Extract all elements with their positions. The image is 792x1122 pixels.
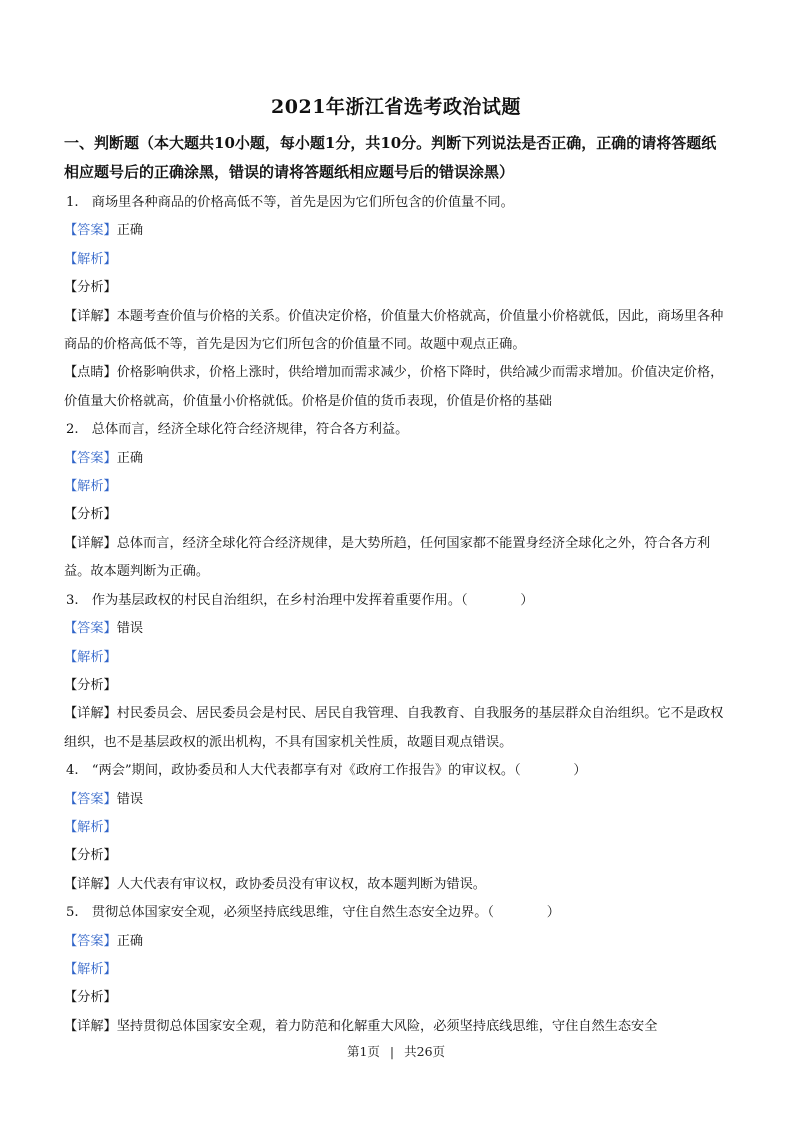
answer-value: 正确 <box>116 450 144 466</box>
detail-paragraph <box>64 530 728 587</box>
question-stem: 5. 贯彻总体国家安全观，必须坚持底线思维，守住自然生态安全边界。（ ） <box>66 905 560 921</box>
analysis-label: 【解析】 <box>64 961 117 977</box>
detail-label: 【详解】 <box>64 535 117 551</box>
document-title: 2021年浙江省选考政治试题 <box>271 96 521 118</box>
answer-label: 【答案】 <box>64 223 117 239</box>
page-footer <box>0 1042 792 1060</box>
detail-text: 坚持贯彻总体国家安全观，着力防范和化解重大风险，必须坚持底线思维，守住自然生态安全 <box>116 1018 658 1034</box>
detail-paragraph <box>64 303 728 360</box>
section-heading: 一、判断题（本大题共10小题，每小题1分，共10分。判断下列说法是否正确，正确的请将答题纸相应题号后的正确涂黑，错误的请将答题纸相应题号后的错误涂黑） <box>64 134 717 181</box>
answer-value: 错误 <box>116 621 144 637</box>
question-block <box>64 757 728 899</box>
answer-label: 【答案】 <box>64 933 117 949</box>
analysis-label: 【解析】 <box>64 649 117 665</box>
answer-line <box>64 928 728 956</box>
question-block <box>64 416 728 586</box>
answer-line <box>64 445 728 473</box>
analysis-label: 【解析】 <box>64 479 117 495</box>
answer-label: 【答案】 <box>64 791 117 807</box>
answer-label: 【答案】 <box>64 621 117 637</box>
dianjing-text: 价格影响供求，价格上涨时，供给增加而需求减少，价格下降时，供给减少而需求增加。价值决定价格，价值量大价格就高，价值量小价格就低。价格是价值的货币表现，价值是价格的基础 <box>64 365 724 409</box>
fenxi-label: 【分析】 <box>64 848 117 864</box>
answer-value: 错误 <box>116 791 144 807</box>
document-page <box>64 88 728 1041</box>
detail-label: 【详解】 <box>64 308 117 324</box>
detail-text: 本题考查价值与价格的关系。价值决定价格，价值量大价格就高，价值量小价格就低，因此，商场里各种商品的价格高低不等，首先是因为它们所包含的价值量不同。故题中观点正确。 <box>64 308 724 353</box>
fenxi-label: 【分析】 <box>64 990 117 1006</box>
analysis-label: 【解析】 <box>64 251 117 267</box>
answer-line <box>64 615 728 643</box>
analysis-label: 【解析】 <box>64 819 117 835</box>
fenxi-label: 【分析】 <box>64 507 117 523</box>
answer-value: 正确 <box>116 933 144 949</box>
dianjing-paragraph <box>64 359 728 416</box>
detail-text: 村民委员会、居民委员会是村民、居民自我管理、自我教育、自我服务的基层群众自治组织。它不是政权组织，也不是基层政权的派出机构，不具有国家机关性质，故题目观点错误。 <box>64 706 724 750</box>
detail-label: 【详解】 <box>64 1018 117 1034</box>
footer-divider: | <box>389 1044 395 1059</box>
page-number: 第1页 <box>346 1044 380 1059</box>
question-stem: 2. 总体而言，经济全球化符合经济规律，符合各方利益。 <box>66 422 409 438</box>
detail-text: 人大代表有审议权，政协委员没有审议权，故本题判断为错误。 <box>116 876 486 892</box>
fenxi-label: 【分析】 <box>64 280 117 296</box>
answer-label: 【答案】 <box>64 450 117 466</box>
page-total: 共26页 <box>404 1044 446 1059</box>
question-stem: 3. 作为基层政权的村民自治组织，在乡村治理中发挥着重要作用。（ ） <box>66 592 534 608</box>
fenxi-label: 【分析】 <box>64 677 117 693</box>
dianjing-label: 【点睛】 <box>64 365 117 381</box>
question-block <box>64 899 728 1041</box>
question-block <box>64 587 728 757</box>
detail-paragraph <box>64 700 728 757</box>
answer-value: 正确 <box>116 223 144 239</box>
question-stem: 1. 商场里各种商品的价格高低不等，首先是因为它们所包含的价值量不同。 <box>66 195 514 210</box>
question-block <box>64 189 728 416</box>
detail-label: 【详解】 <box>64 876 117 892</box>
answer-line <box>64 217 728 245</box>
detail-paragraph <box>64 1013 728 1041</box>
detail-paragraph <box>64 871 728 899</box>
question-stem: 4. “两会”期间，政协委员和人大代表都享有对《政府工作报告》的审议权。（ ） <box>66 763 587 779</box>
answer-line <box>64 786 728 814</box>
detail-text: 总体而言，经济全球化符合经济规律，是大势所趋，任何国家都不能置身经济全球化之外，符合各方利益。故本题判断为正确。 <box>64 535 711 580</box>
detail-label: 【详解】 <box>64 706 117 722</box>
